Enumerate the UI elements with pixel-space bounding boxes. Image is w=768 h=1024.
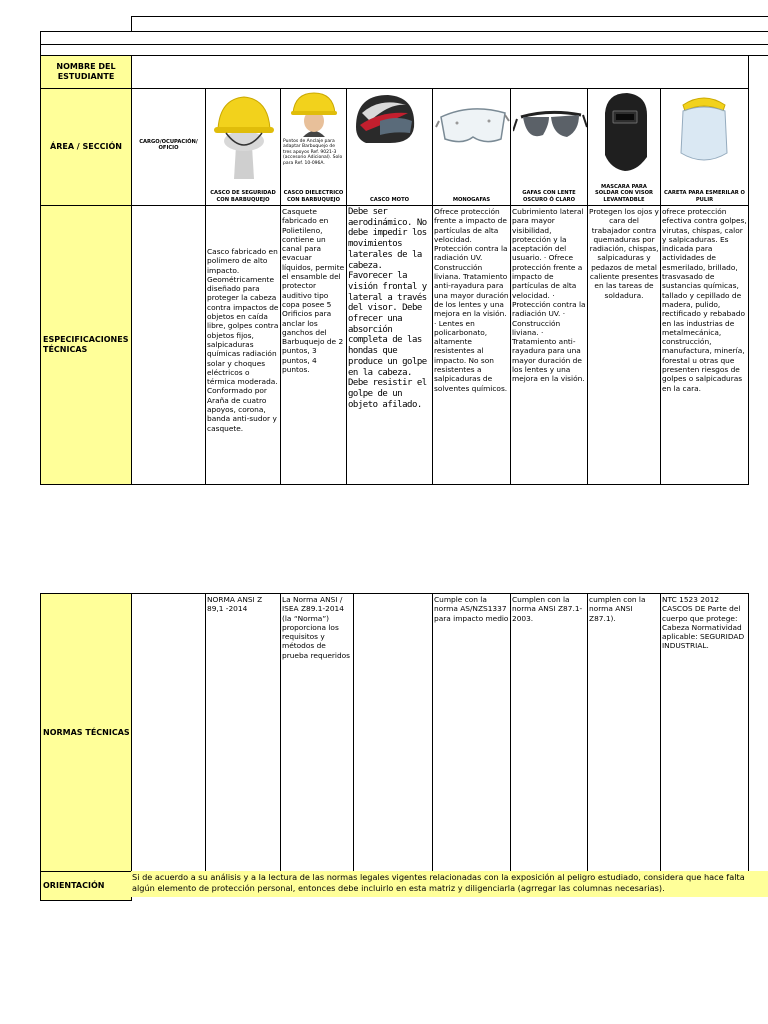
col4-header: [432, 88, 511, 206]
col4-caption: MONOGAFAS: [452, 196, 491, 203]
specs-col5: [510, 205, 588, 485]
goggles-icon: [435, 95, 510, 155]
norms-cargo-cell: [131, 593, 206, 872]
specs-col6: [587, 205, 661, 485]
header-row-1: [131, 16, 768, 32]
spec-text-4: Ofrece protección frente a impacto de partículas de alta velocidad. Protección contra la radiación UV. Construcción liviana. Tratamiento anti-rayadura para una mayor duración de los lentes y una mejora en la visión. · Lentes en policarbonato, altamente resistentes al impacto. No son resistentes a salpicaduras de solventes químicos.: [434, 207, 509, 393]
spec-text-3: Debe ser aerodinámico. No debe impedir los movimientos laterales de la cabeza. Favorecer la visión frontal y lateral a través del visor. Debe ofrecer una absorción completa de las hondas que produce un golpe en la cabeza. Debe resistir el golpe de un objeto afilado.: [348, 207, 427, 410]
norm-text-3: [354, 594, 432, 596]
orientation-label: ORIENTACIÓN: [40, 871, 132, 901]
col2-header: [280, 88, 347, 206]
specs-col1: [205, 205, 281, 485]
area-section-label: ÁREA / SECCIÓN: [40, 88, 132, 206]
specs-col7: [660, 205, 749, 485]
norms-col4: [432, 593, 511, 872]
student-name-field[interactable]: [131, 55, 749, 89]
col1-header: [205, 88, 281, 206]
motorcycle-helmet-icon: [350, 91, 420, 147]
norms-col5: [510, 593, 588, 872]
face-shield-icon: [669, 91, 739, 167]
norm-text-5: Cumplen con la norma ANSI Z87.1-2003.: [512, 595, 583, 623]
norm-text-1: NORMA ANSI Z 89,1 -2014: [207, 595, 263, 614]
specs-label: ESPECIFICACIONES TÉCNICAS: [40, 205, 132, 485]
specs-col2: [280, 205, 347, 485]
spec-text-1: Casco fabricado en polímero de alto impacto. Geométricamente diseñado para proteger la cabeza contra impactos de objetos en caída libre, golpes contra objetos fijos, salpicaduras químicas radiación solar y choques eléctricos o térmica moderada. Conformado por Araña de cuatro apoyos, corona, banda anti-sudor y casquete.: [207, 247, 279, 433]
header-row-2: [40, 31, 768, 45]
norm-text-7: NTC 1523 2012 CASCOS DE Parte del cuerpo que protege: Cabeza Normatividad aplicable: SEGURIDAD INDUSTRIAL.: [662, 595, 745, 651]
col6-caption: MASCARA PARA SOLDAR CON VISOR LEVANTADBLE: [594, 183, 654, 203]
col7-header: [660, 88, 749, 206]
yellow-hard-hat-icon: [208, 91, 280, 183]
col3-caption: CASCO MOTO: [369, 196, 410, 203]
spec-text-6: Protegen los ojos y cara del trabajador contra quemaduras por radiación, chispas, salpicaduras y pedazos de metal caliente presentes en las tareas de soldadura.: [589, 207, 659, 300]
dielectric-helmet-icon: [283, 91, 346, 137]
col3-header: [346, 88, 433, 206]
specs-col4: [432, 205, 511, 485]
col7-caption: CARETA PARA ESMERILAR O PULIR: [664, 190, 745, 203]
dielectric-helmet-note: Puntos de Anclaje para adaptar Barbuquejo de tres apoyos Ref. 9021-3 (accesorio Adicional). Solo para Ref. 10-096A.: [283, 139, 343, 166]
safety-glasses-icon: [513, 101, 587, 151]
student-name-label: NOMBRE DEL ESTUDIANTE: [40, 55, 132, 89]
col2-caption: CASCO DIELECTRICO CON BARBUQUEJO: [283, 190, 344, 203]
specs-col3: [346, 205, 433, 485]
col6-header: [587, 88, 661, 206]
orientation-text: Si de acuerdo a su análisis y a la lectura de las normas legales vigentes relacionadas con la exposición al peligro estudiado, considera que hace falta algún elemento de protección personal, entonces debe incluirlo en esta matriz y diligenciarla (agrregar las columnas necesarias).: [131, 871, 768, 897]
specs-cargo-cell: [131, 205, 206, 485]
norms-col2: [280, 593, 354, 872]
col1-caption: CASCO DE SEGURIDAD CON BARBUQUEJO: [210, 190, 276, 203]
norms-label: NORMAS TÉCNICAS: [40, 593, 132, 872]
spec-text-7: ofrece protección efectiva contra golpes, virutas, chispas, calor y salpicaduras. Es indicada para actividades de esmerilado, brillado, trasvasado de sustancias químicas, tallado y cepillado de madera, pulido, rectificado y rebabado en las industrias de metalmecánica, construcción, manufactura, minería, forestal u otras que presenten riesgos de golpes o salpicaduras en la cara.: [662, 207, 747, 393]
col5-header: [510, 88, 588, 206]
norm-text-4: Cumple con la norma AS/NZS1337 para impacto medio: [434, 595, 509, 623]
cargo-label: CARGO/OCUPACIÓN/ OFICIO: [139, 139, 198, 152]
norm-text-2: La Norma ANSI / ISEA Z89.1-2014 (la “Norma”) proporciona los requisitos y métodos de prueba requeridos: [282, 595, 351, 660]
norms-col3: [353, 593, 433, 872]
col5-caption: GAFAS CON LENTE OSCURO Ó CLARO: [522, 190, 576, 203]
norms-col1: [205, 593, 281, 872]
norms-col7: [660, 593, 749, 872]
spec-text-2: Casquete fabricado en Polietileno, contiene un canal para evacuar líquidos, permite el ensamble del protector auditivo tipo copa posee 5 Orificios para anclar los ganchos del Barbuquejo de 2 puntos, 3 puntos, 4 puntos.: [282, 207, 345, 375]
norm-text-6: cumplen con la norma ANSI Z87.1).: [589, 595, 646, 623]
spec-text-5: Cubrimiento lateral para mayor visibilidad, protección y la aceptación del usuario. · Ofrece protección frente a impacto de partículas de alta velocidad. · Protección contra la radiación UV. · Construcción liviana. · Tratamiento anti-rayadura para una mayor duración de los lentes y una mejora en la visión.: [512, 207, 586, 384]
welding-mask-icon: [597, 91, 653, 173]
cargo-cell: [131, 88, 206, 206]
norms-col6: [587, 593, 661, 872]
